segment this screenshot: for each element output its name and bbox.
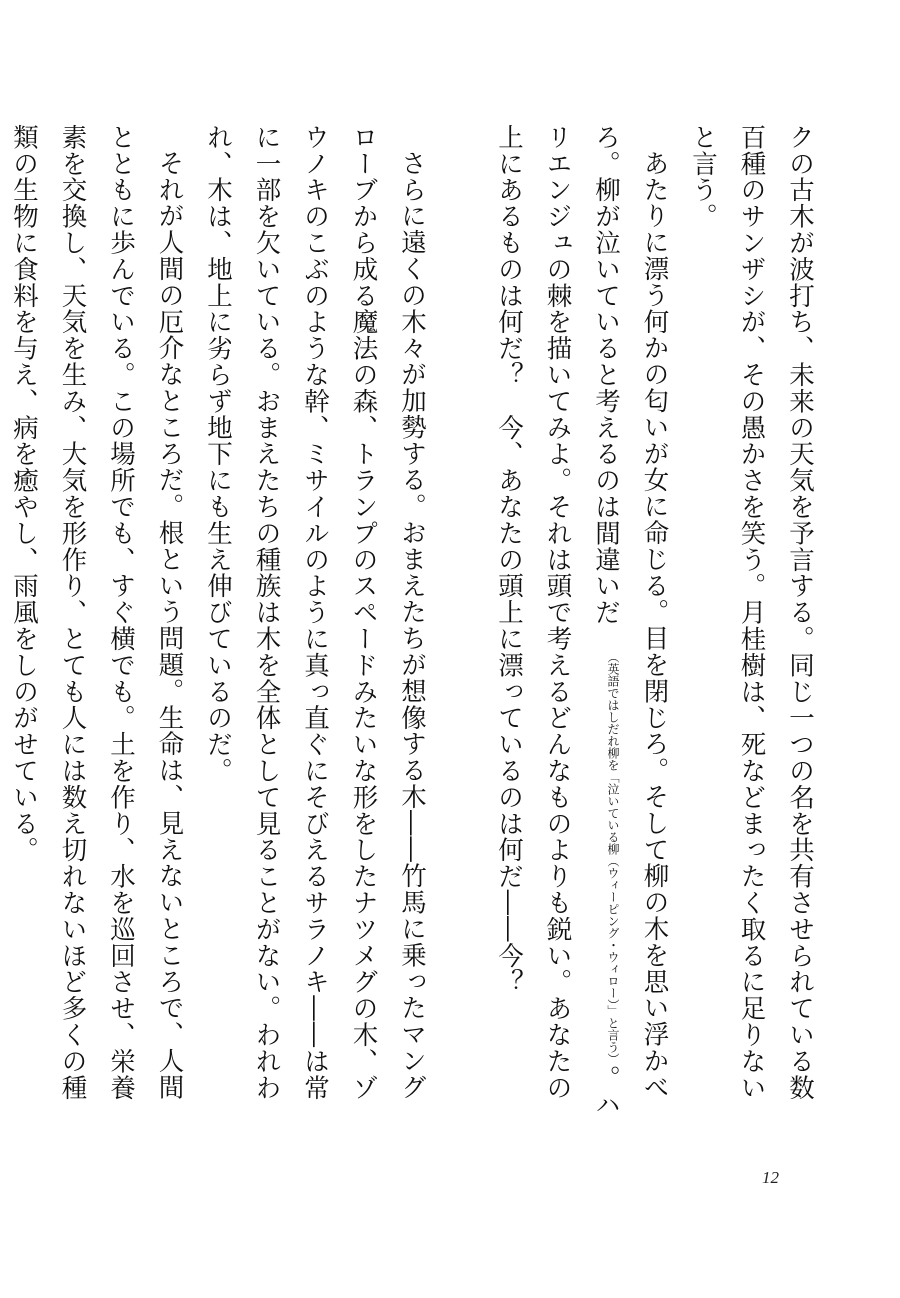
- page-number: 12: [762, 1168, 779, 1187]
- paragraph-2-text-after-note: 。ハリエンジュの棘を描いてみよ。それは頭で考えるどんなものよりも鋭い。あなたの上にあるものは何だ？ 今、あなたの頭上に漂っているのは何だ――今？: [494, 124, 621, 1118]
- translator-note: （英語ではしだれ柳を「泣いている柳（ウィーピング・ウィロー）」と言う）: [606, 651, 620, 1066]
- paragraph-4: [0, 124, 194, 1124]
- paragraph-4-text: それが人間の厄介なところだ。根という問題。生命は、見えないところで、人間とともに歩んでいる。この場所でも、すぐ横でも。土を作り、水を巡回させ、栄養素を交換し、天気を生み、大気を形作り、とても人には数え切れないほど多くの種類の生物に食料を与え、病を癒やし、雨風をしのがせている。: [9, 124, 185, 1101]
- paragraph-3: [194, 124, 437, 1124]
- paragraph-2-text: あたりに漂う何かの匂いが女に命じる。目を閉じろ。そして柳の木を思い浮かべろ。柳が泣いていると考えるのは間違いだ: [591, 124, 670, 1100]
- paragraph-3-text: さらに遠くの木々が加勢する。おまえたちが想像する木――竹馬に乗ったマングローブから成る魔法の森、トランプのスペードみたいな形をしたナツメグの木、ゾウノキのこぶのような幹、ミサイルのように真っ直ぐにそびえるサラノキ――は常に一部を欠いている。おまえたちの種族は木を全体として見ることがない。われわれ、木は、地上に劣らず地下にも生え伸びているのだ。: [203, 124, 427, 1101]
- paragraph-2: [485, 124, 679, 1124]
- vertical-text-block: [9, 124, 824, 1124]
- paragraph-1-text: クの古木が波打ち、未来の天気を予言する。同じ一つの名を共有させられている数百種のサンザシが、その愚かさを笑う。月桂樹は、死などまったく取るに足りないと言う。: [688, 124, 815, 1101]
- blank-line: [436, 124, 485, 150]
- paragraph-1: [679, 124, 825, 1124]
